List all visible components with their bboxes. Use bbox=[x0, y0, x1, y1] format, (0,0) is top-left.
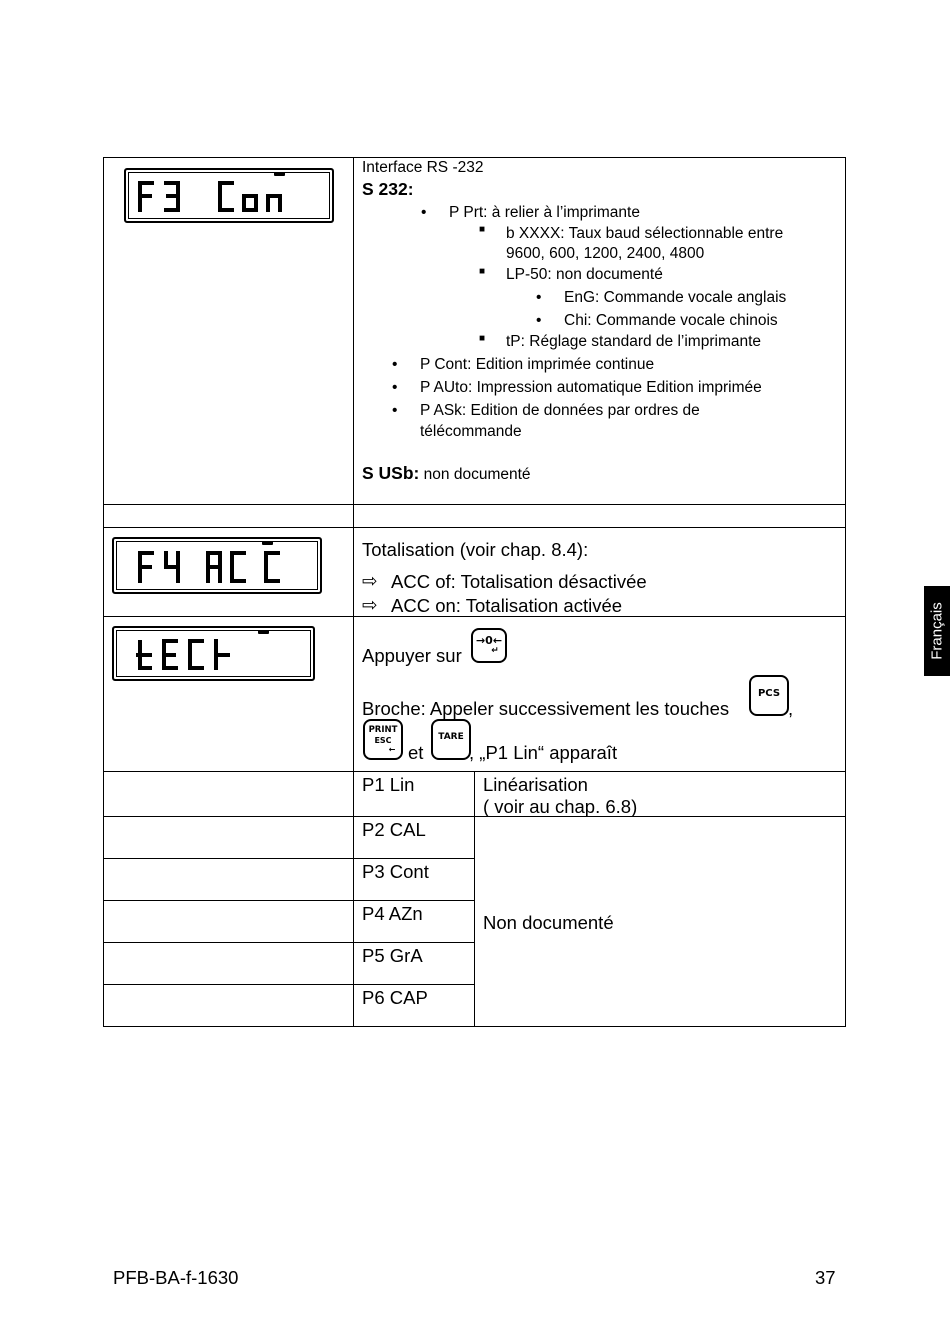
footer-page-number: 37 bbox=[815, 1267, 836, 1288]
param-desc-p1-line1: Linéarisation bbox=[483, 774, 588, 795]
param-desc-others: Non documenté bbox=[483, 912, 614, 933]
susb-label: S USb: bbox=[362, 463, 420, 483]
param-desc-p1-line2: ( voir au chap. 6.8) bbox=[483, 796, 638, 817]
s232-label: S 232: bbox=[362, 179, 414, 199]
square-bullet-icon: ■ bbox=[479, 224, 486, 235]
param-code-p4: P4 AZn bbox=[362, 903, 423, 924]
lcd-segments-tech bbox=[114, 628, 313, 679]
param-code-p2: P2 CAL bbox=[362, 819, 426, 840]
lcd-segments-f3 bbox=[126, 170, 332, 221]
susb-line bbox=[362, 463, 531, 484]
list-item-pcont: P Cont: Edition imprimée continue bbox=[420, 356, 655, 373]
bullet-icon: • bbox=[392, 402, 398, 419]
susb-text: non documenté bbox=[419, 466, 531, 483]
lcd-display-tech bbox=[112, 626, 315, 681]
bullet-icon: • bbox=[536, 289, 542, 306]
enter-arrow-icon: ↵ bbox=[491, 646, 499, 656]
pcs-key-label: PCS bbox=[757, 688, 781, 699]
list-item-pauto: P AUto: Impression automatique Edition imprimée bbox=[420, 379, 762, 396]
bullet-icon: • bbox=[421, 204, 427, 221]
list-item-lp50: LP-50: non documenté bbox=[506, 266, 663, 283]
bullet-icon: • bbox=[392, 379, 398, 396]
square-bullet-icon: ■ bbox=[479, 333, 486, 344]
language-tab bbox=[924, 586, 950, 676]
print-key-label: PRINT bbox=[368, 725, 398, 735]
totalisation-title: Totalisation (voir chap. 8.4): bbox=[362, 539, 589, 560]
print-esc-key-icon bbox=[363, 719, 403, 760]
lcd-segments-f4 bbox=[114, 539, 320, 592]
esc-key-label: ESC bbox=[374, 736, 392, 745]
list-item-tp: tP: Réglage standard de l’imprimante bbox=[506, 333, 762, 350]
list-item-eng: EnG: Commande vocale anglais bbox=[564, 289, 787, 306]
back-arrow-icon: ← bbox=[388, 745, 396, 754]
acc-off-option: ACC of: Totalisation désactivée bbox=[391, 571, 647, 592]
interface-heading: Interface RS -232 bbox=[362, 159, 484, 176]
param-code-p6: P6 CAP bbox=[362, 987, 428, 1008]
bullet-icon: • bbox=[536, 312, 542, 329]
appears-text: , „P1 Lin“ apparaît bbox=[469, 742, 618, 763]
tare-key-icon bbox=[431, 719, 471, 760]
language-tab-label: Français bbox=[928, 602, 946, 660]
comma-text: , bbox=[788, 698, 794, 719]
list-item-chi: Chi: Commande vocale chinois bbox=[564, 312, 778, 329]
tare-key-label: TARE bbox=[438, 732, 464, 742]
list-item-pprt: P Prt: à relier à l’imprimante bbox=[449, 204, 640, 221]
lcd-display-f3 bbox=[124, 168, 334, 223]
list-item-pask: P ASk: Edition de données par ordres de bbox=[420, 402, 700, 419]
param-code-p5: P5 GrA bbox=[362, 945, 423, 966]
acc-on-option: ACC on: Totalisation activée bbox=[391, 595, 623, 616]
arrow-icon: ⇨ bbox=[362, 594, 378, 615]
list-item-pask-cont: télécommande bbox=[420, 423, 522, 440]
zero-key-label: →0← bbox=[475, 634, 503, 647]
pins-text: Broche: Appeler successivement les touches bbox=[362, 698, 730, 719]
pcs-key-icon bbox=[749, 675, 789, 716]
param-code-p1: P1 Lin bbox=[362, 774, 415, 795]
square-bullet-icon: ■ bbox=[479, 266, 486, 277]
lcd-display-f4 bbox=[112, 537, 322, 594]
param-code-p3: P3 Cont bbox=[362, 861, 429, 882]
list-item-baud-values: 9600, 600, 1200, 2400, 4800 bbox=[506, 245, 705, 262]
list-item-baud: b XXXX: Taux baud sélectionnable entre bbox=[506, 225, 784, 242]
zero-key-icon bbox=[471, 628, 507, 663]
footer-doc-id: PFB-BA-f-1630 bbox=[113, 1267, 239, 1288]
arrow-icon: ⇨ bbox=[362, 570, 378, 591]
bullet-icon: • bbox=[392, 356, 398, 373]
and-text: et bbox=[408, 742, 424, 763]
press-text: Appuyer sur bbox=[362, 645, 462, 666]
